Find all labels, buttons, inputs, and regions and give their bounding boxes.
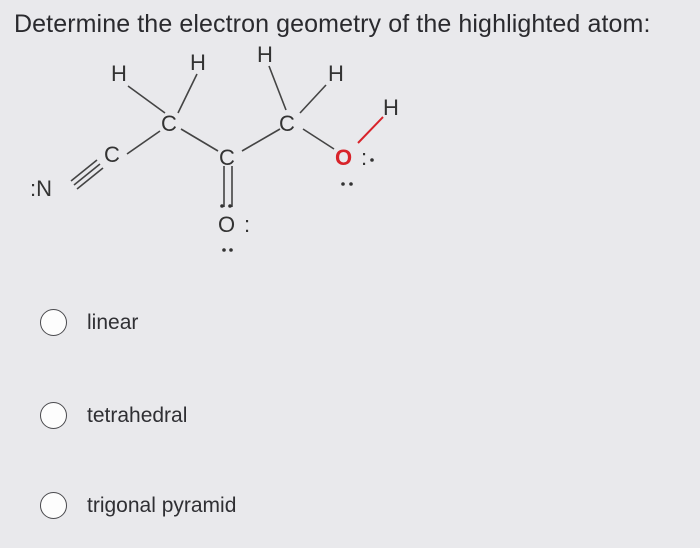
- option-trigonal-pyramid[interactable]: [40, 492, 236, 519]
- atom-n-nitrile: :N: [30, 176, 52, 201]
- radio-button[interactable]: [40, 492, 67, 519]
- atom-h-hydroxyl: H: [383, 95, 399, 120]
- question-text: Determine the electron geometry of the highlighted atom:: [14, 10, 651, 38]
- radio-button[interactable]: [40, 402, 67, 429]
- bond-c-h-left-1: [128, 86, 165, 113]
- atom-h-left-2: H: [190, 50, 206, 75]
- atom-o-carbonyl: O: [218, 212, 236, 237]
- bond-c-c-carbonyl-2: [242, 129, 280, 151]
- bond-c-c-carbonyl-1: [181, 129, 218, 151]
- lone-pair-dot: [341, 182, 345, 186]
- option-tetrahedral[interactable]: [40, 402, 187, 429]
- atom-h-right-1: H: [257, 42, 273, 67]
- atom-o-hydroxyl-highlighted: O: [335, 145, 353, 170]
- bond-c-c-left: [127, 131, 160, 154]
- atom-h-right-2: H: [328, 61, 344, 86]
- option-label: linear: [87, 310, 139, 334]
- lone-pair-dot: [370, 158, 374, 162]
- lone-pair-dot: [222, 248, 226, 252]
- bond-o-h-hydroxyl: [358, 117, 383, 143]
- bond-c-h-right-2: [300, 85, 326, 113]
- lone-pair-dot: [220, 204, 224, 208]
- atom-c-carbonyl: C: [219, 145, 235, 170]
- lone-pair-dot: [349, 182, 353, 186]
- radio-button[interactable]: [40, 309, 67, 336]
- bond-c-o-hydroxyl: [303, 129, 334, 149]
- atom-c-nitrile: C: [104, 142, 120, 167]
- lone-pair-dot: [228, 204, 232, 208]
- atom-c-ch2-right: C: [279, 111, 295, 136]
- lone-pair-o-hydroxyl: :: [361, 145, 368, 170]
- lone-pair-o-carbonyl: :: [244, 212, 251, 237]
- atom-h-left-1: H: [111, 61, 127, 86]
- option-label: tetrahedral: [87, 403, 188, 427]
- option-label: trigonal pyramid: [87, 493, 237, 517]
- option-linear[interactable]: [40, 309, 138, 336]
- lone-pair-dot: [229, 248, 233, 252]
- bond-c-h-right-1: [269, 66, 286, 110]
- bond-c-h-left-2: [178, 74, 197, 113]
- atom-c-ch2-left: C: [161, 111, 177, 136]
